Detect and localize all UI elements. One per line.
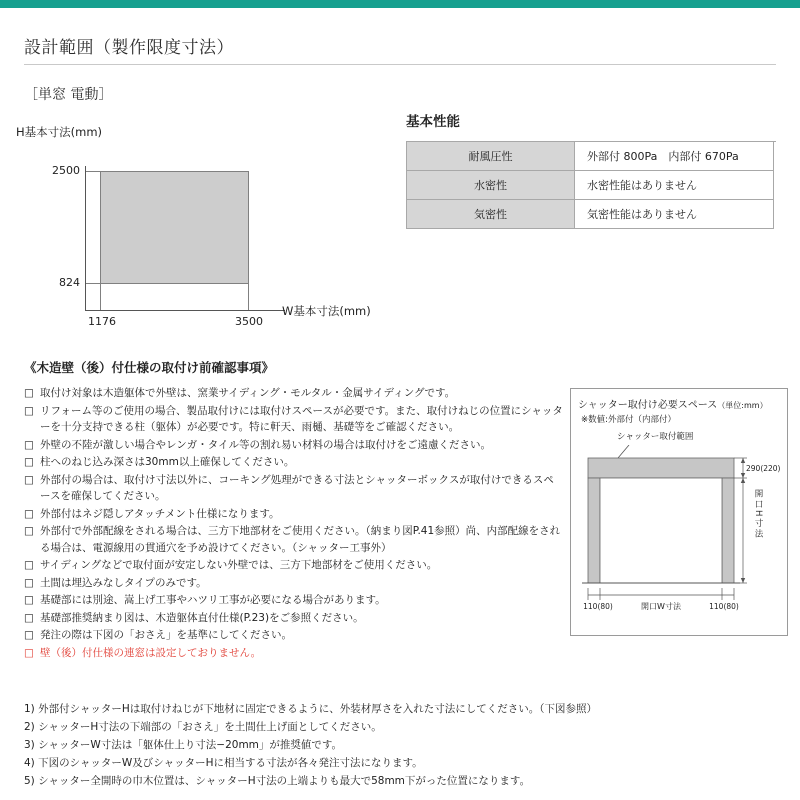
mount-range-label: シャッター取付範囲 (617, 432, 694, 442)
extension-line-top (86, 171, 100, 172)
checklist-item-text: 外壁の不陸が激しい場合やレンガ・タイル等の割れ易い材料の場合は取付けをご遠慮ください。 (40, 438, 492, 451)
checkbox-icon: □ (24, 438, 34, 451)
installation-space-panel (570, 388, 788, 636)
checkbox-icon: □ (24, 611, 34, 624)
mount-band-right (722, 478, 734, 583)
accent-bar (0, 0, 800, 8)
x-tick-min: 1176 (88, 315, 116, 328)
checklist-item (24, 627, 564, 644)
checklist-item-text: 基礎部には別途、嵩上げ工事やハツリ工事が必要になる場合があります。 (40, 594, 386, 606)
dim-top-label: 290(220) (746, 464, 781, 473)
drop-line-left (100, 284, 101, 310)
checklist-item (24, 523, 564, 556)
arrowhead-icon (741, 458, 745, 463)
checkbox-icon: □ (24, 559, 34, 571)
footnote: 1) 外部付シャッターHは取付けねじが下地材に固定できるように、外装材厚さを入れた寸法にしてください。（下図参照） (24, 703, 598, 715)
checklist-item-warning (24, 645, 564, 662)
checkbox-icon: □ (24, 456, 34, 468)
checklist-item-text: サイディングなどで取付面が安定しない外壁では、三方下地部材をご使用ください。 (40, 559, 438, 571)
checklist-item-text: 土間は埋込みなしタイプのみです。 (40, 576, 207, 589)
checkbox-icon: □ (24, 576, 34, 589)
performance-table (406, 141, 776, 229)
checklist-item-text: 柱へのねじ込み深さは30mm以上確保してください。 (40, 456, 295, 468)
dim-width-label: 開口W寸法 (641, 602, 681, 611)
mount-band-left (588, 478, 600, 583)
checklist-section (24, 358, 564, 662)
checkbox-icon: □ (24, 525, 34, 537)
performance-heading: 基本性能 (406, 114, 460, 130)
checklist-item-text: 発注の際は下図の「おさえ」を基準にしてください。 (40, 629, 292, 641)
product-type-label: ［単窓 電動］ (24, 87, 113, 103)
wall-opening (600, 478, 722, 583)
diagram-note: ※数値:外部付（内部付） (581, 415, 676, 425)
checklist-item-text: 基礎部推奨納まり図は、木造躯体直付仕様(P.23)をご参照ください。 (40, 611, 364, 624)
dim-right-label: 110(80) (709, 602, 739, 611)
checklist-item-text: リフォーム等のご使用の場合、製品取付けには取付けスペースが必要です。また、取付けねじの位置にシャッターを十分支持できる柱（躯体）が必要です。特に軒天、雨樋、基礎等をご確認ください。 (40, 404, 563, 433)
dim-left-label: 110(80) (583, 602, 613, 611)
checklist-item (24, 472, 564, 505)
row-value: 気密性能はありません (575, 200, 774, 229)
arrowhead-icon (741, 473, 745, 478)
x-axis-line (85, 310, 285, 311)
checklist-item (24, 557, 564, 574)
checklist-item-text: 外部付で外部配線をされる場合は、三方下地部材をご使用ください。（納まり図P.41参照）尚、内部配線をされる場合は、電源線用の貫通穴を予め設けてください。（シャッター工事外） (40, 525, 561, 554)
checkbox-icon: □ (24, 629, 34, 641)
checklist-item-text: 外部付の場合は、取付け寸法以外に、コーキング処理ができる寸法とシャッターボックスが取付けできるスペースを確保してください。 (40, 473, 554, 502)
design-range-chart (16, 118, 400, 344)
drop-line-right (248, 284, 249, 310)
y-axis-line (85, 166, 86, 311)
checkbox-icon: □ (24, 594, 34, 606)
x-axis-label: W基本寸法(mm) (282, 304, 371, 318)
diagram-unit: （単位:mm） (717, 401, 768, 410)
leader-line (618, 445, 629, 458)
footnote: 5) シャッター全開時の巾木位置は、シャッターH寸法の上端よりも最大で58mm下がった位置になります。 (24, 775, 531, 787)
title-divider (24, 64, 776, 65)
checklist-item-text: 壁（後）付仕様の連窓は設定しておりません。 (40, 646, 262, 659)
checklist-item (24, 575, 564, 592)
checklist-item (24, 592, 564, 609)
checklist-item-text: 外部付はネジ隠しアタッチメント仕様になります。 (40, 507, 280, 520)
footnote: 4) 下図のシャッターW及びシャッターHに相当する寸法が各々発注寸法になります。 (24, 757, 423, 769)
diagram-title-text: シャッター取付け必要スペース (578, 400, 718, 411)
checklist-item (24, 610, 564, 627)
performance-section (406, 110, 776, 229)
footnote: 2) シャッターH寸法の下端部の「おさえ」を土間仕上げ面としてください。 (24, 721, 382, 733)
y-tick-min: 824 (59, 276, 80, 289)
footnotes (24, 700, 788, 790)
checklist-item-text: 取付け対象は木造躯体で外壁は、窯業サイディング・モルタル・金属サイディングです。 (40, 387, 456, 399)
x-tick-max: 3500 (235, 315, 263, 328)
arrowhead-icon (741, 478, 745, 483)
mount-band-top (588, 458, 734, 478)
row-label: 耐風圧性 (407, 142, 575, 171)
row-value: 外部付 800Pa 内部付 670Pa (575, 142, 774, 171)
row-value: 水密性能はありません (575, 171, 774, 200)
extension-line-bottom (86, 283, 100, 284)
checklist-item (24, 437, 564, 454)
checklist-item (24, 385, 564, 402)
row-label: 気密性 (407, 200, 575, 229)
checkbox-icon: □ (24, 387, 34, 399)
row-label: 水密性 (407, 171, 575, 200)
checklist-item (24, 506, 564, 523)
dim-height-label: 開口H寸法 (753, 489, 763, 540)
footnote: 3) シャッターW寸法は「躯体仕上り寸法−20mm」が推奨値です。 (24, 739, 343, 751)
checkbox-icon: □ (24, 473, 34, 486)
checklist-heading: 《木造壁（後）付仕様の取付け前確認事項》 (24, 360, 275, 375)
diagram-title (578, 396, 768, 411)
page-title: 設計範囲（製作限度寸法） (24, 38, 234, 58)
arrowhead-icon (741, 578, 745, 583)
y-tick-max: 2500 (52, 164, 80, 177)
checkbox-icon: □ (24, 646, 34, 659)
design-range-area (100, 171, 249, 284)
y-axis-label: H基本寸法(mm) (16, 125, 103, 139)
checkbox-icon: □ (24, 404, 34, 417)
checkbox-icon: □ (24, 507, 34, 520)
checklist-item (24, 403, 564, 436)
checklist-item (24, 454, 564, 471)
